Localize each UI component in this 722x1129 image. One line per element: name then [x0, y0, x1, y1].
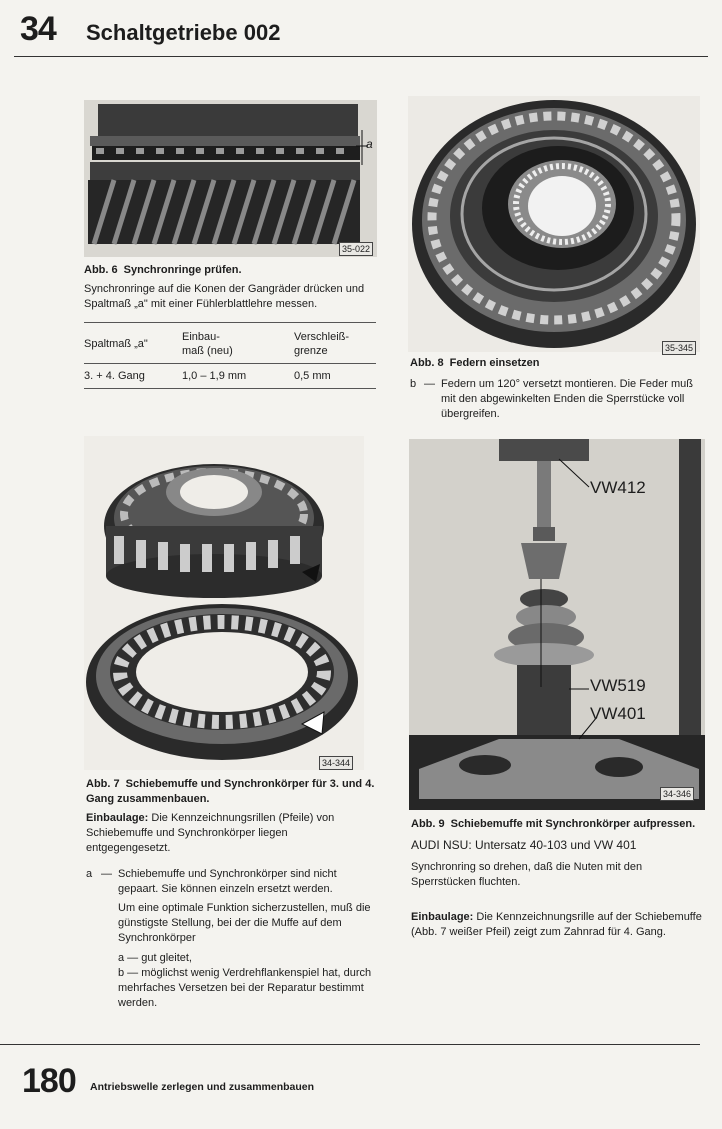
- fig9-para1: Synchronring so drehen, daß die Nuten mit den Sperrstücken fluchten.: [411, 861, 643, 888]
- fig8-item-dash: —: [424, 378, 435, 390]
- fig8-item-text: Federn um 120° versetzt montieren. Die Feder muß mit den abgewinkelten Enden die Sperrstücke voll übergreifen.: [441, 378, 694, 420]
- fig9-einbaulage-label: Einbaulage:: [411, 911, 474, 923]
- fig7-caption-title: Schiebemuffe und Synchronkörper für 3. und 4. Gang zusammenbauen.: [86, 778, 375, 805]
- fig6-caption: [84, 264, 242, 276]
- spec-table: [84, 328, 376, 360]
- fig9-audi-line: AUDI NSU: Untersatz 40-103 und VW 401: [411, 838, 637, 852]
- fig7-sub-a: a — gut gleitet,: [118, 952, 192, 964]
- table-mid-rule: [84, 363, 376, 364]
- table-header: Einbau- maß (neu): [182, 331, 233, 357]
- fig7-ref-code: 34-344: [319, 756, 353, 770]
- fig6-photo: [84, 100, 377, 257]
- fig9-caption: [411, 818, 695, 830]
- table-header: Spaltmaß „a": [84, 338, 148, 350]
- fig9-photo: [409, 439, 705, 810]
- fig8-caption-label: Abb. 8: [410, 357, 444, 369]
- fig6-caption-title: Synchronringe prüfen.: [123, 264, 242, 276]
- fig7-photo: [84, 436, 364, 770]
- chapter-title: Schaltgetriebe 002: [86, 20, 281, 45]
- fig9-einbaulage-text: Die Kennzeichnungsrille auf der Schiebemuffe (Abb. 7 weißer Pfeil) zeigt zum Zahnrad für 4. Gang.: [411, 911, 702, 938]
- tool-label-vw519: VW519: [590, 676, 646, 695]
- fig8-item-letter: b: [410, 378, 417, 390]
- spec-table-body: [84, 368, 376, 384]
- table-header: Verschleiß- grenze: [294, 331, 350, 357]
- fig6-ref-code: 35-022: [339, 242, 373, 256]
- fig7-item-text: Schiebemuffe und Synchronkörper sind nicht gepaart. Sie können einzeln ersetzt werden.: [118, 868, 337, 895]
- fig7-item-dash: —: [101, 868, 112, 880]
- fig7-einbaulage-label: Einbaulage:: [86, 812, 149, 824]
- fig6-caption-label: Abb. 6: [84, 264, 118, 276]
- fig9-caption-label: Abb. 9: [411, 818, 445, 830]
- table-bottom-rule: [84, 388, 376, 389]
- header-rule: [14, 56, 708, 57]
- fig8-caption: [410, 357, 539, 369]
- footer-rule: [0, 1044, 700, 1045]
- fig7-caption-label: Abb. 7: [86, 778, 120, 790]
- table-row: [84, 368, 376, 384]
- fig7-item-letter: a: [86, 868, 93, 880]
- fig7-para2: Um eine optimale Funktion sicherzustellen, muß die günstigste Stellung, bei der die Muffe auf dem Synchronkörper: [118, 902, 371, 944]
- page-number: 180: [22, 1062, 76, 1100]
- table-top-rule: [84, 322, 376, 323]
- table-header-row: [84, 328, 376, 360]
- fig7-sub-b: b — möglichst wenig Verdrehflankenspiel hat, durch mehrfaches Versetzen bei der Reparatur bestimmt werden.: [118, 967, 372, 1009]
- table-cell-limit: 0,5 mm: [294, 370, 331, 382]
- fig8-ref-code: 35-345: [662, 341, 696, 355]
- tool-label-vw401: VW401: [590, 704, 646, 723]
- table-cell-gear: 3. + 4. Gang: [84, 370, 145, 382]
- fig6-body: Synchronringe auf die Konen der Gangräder drücken und Spaltmaß „a" mit einer Fühlerblattlehre messen.: [84, 283, 365, 310]
- fig6-dimension-label: a: [366, 137, 373, 151]
- chapter-number: 34: [20, 10, 56, 48]
- fig9-ref-code: 34-346: [660, 787, 694, 801]
- fig9-caption-title: Schiebemuffe mit Synchronkörper aufpressen.: [450, 818, 696, 830]
- fig7-caption: [86, 777, 376, 807]
- table-cell-install: 1,0 – 1,9 mm: [182, 370, 247, 382]
- fig9-einbaulage: [411, 910, 707, 940]
- fig8-photo: [408, 96, 700, 352]
- footer-section-title: Antriebswelle zerlegen und zusammenbauen: [90, 1081, 315, 1093]
- tool-label-vw412: VW412: [590, 478, 646, 497]
- fig8-caption-title: Federn einsetzen: [449, 357, 540, 369]
- fig7-einbaulage-text: Die Kennzeichnungsrillen (Pfeile) von Schiebemuffe und Synchronkörper liegen entgegengesetzt.: [86, 812, 335, 854]
- fig7-einbaulage: [86, 811, 366, 856]
